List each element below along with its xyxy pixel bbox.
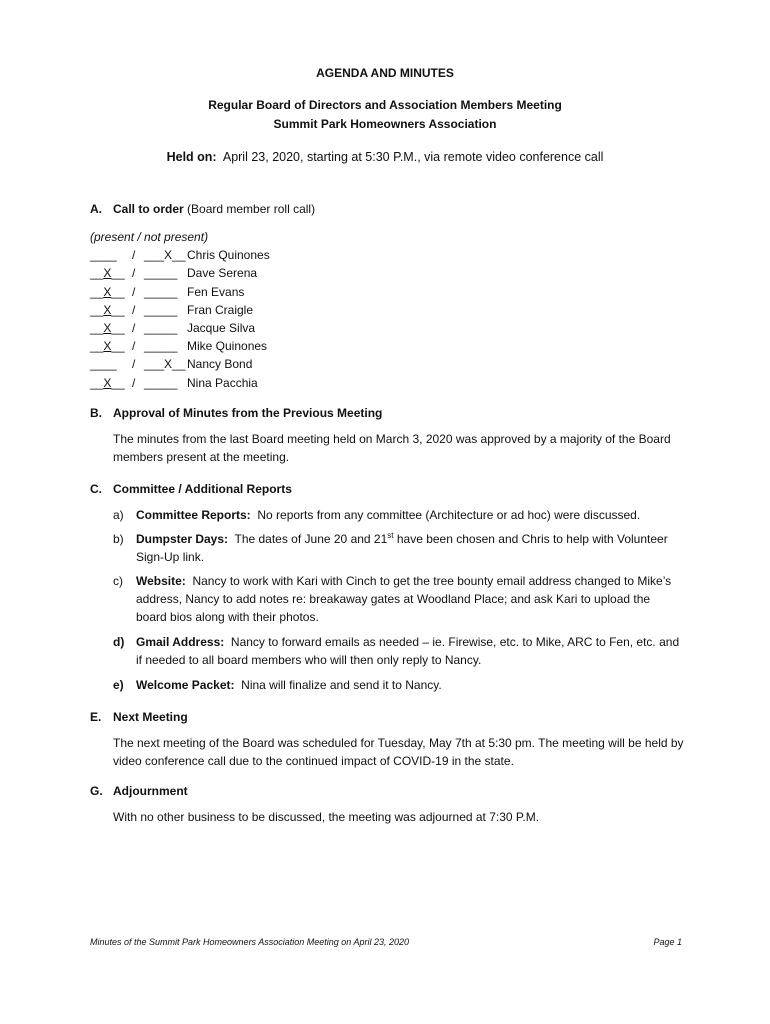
present-mark: __X__ — [90, 375, 125, 390]
item-label: Welcome Packet: — [136, 678, 235, 692]
roll-call-row — [90, 264, 270, 282]
present-mark: __X__ — [90, 320, 125, 335]
present-mark: ____ — [90, 357, 117, 372]
member-name: Jacque Silva — [187, 320, 256, 335]
not-present-mark: _____ — [144, 302, 178, 317]
association-name: Summit Park Homeowners Association — [273, 117, 497, 131]
section-c-letter: C. — [90, 482, 102, 496]
page-number: Page 1 — [653, 937, 682, 947]
item-number: e) — [113, 678, 124, 692]
roll-separator: / — [132, 375, 136, 390]
section-b-letter: B. — [90, 406, 102, 420]
report-item-welcome — [113, 676, 683, 694]
roll-separator: / — [132, 302, 136, 317]
document-title: AGENDA AND MINUTES — [316, 66, 454, 80]
section-b-title: Approval of Minutes from the Previous Meeting — [113, 406, 383, 420]
not-present-mark: ___X__ — [144, 357, 186, 372]
present-mark: ____ — [90, 248, 117, 263]
item-number: c) — [113, 574, 123, 588]
report-item-committee — [113, 506, 683, 524]
held-on-line — [0, 150, 770, 164]
section-b-heading — [90, 406, 382, 420]
report-item-website — [113, 572, 683, 626]
section-g-body: With no other business to be discussed, the meeting was adjourned at 7:30 P.M. — [113, 810, 540, 824]
section-a-note: (Board member roll call) — [187, 202, 316, 216]
item-sup: st — [387, 531, 394, 540]
section-c-title: Committee / Additional Reports — [113, 482, 292, 496]
roll-separator: / — [132, 320, 136, 335]
item-number: b) — [113, 532, 124, 546]
section-g-heading — [90, 784, 188, 798]
roll-call-header: (present / not present) — [90, 230, 209, 244]
roll-call-row — [90, 246, 270, 264]
present-x: X — [103, 266, 112, 281]
item-text: Nancy to work with Kari with Cinch to get the tree bounty email address changed to Mike’s address, Nancy to add notes re: breakaway gates at Woodland Place; and ask Kari to upload the board bios along with their photos. — [136, 574, 672, 624]
roll-separator: / — [132, 339, 136, 354]
report-item-gmail — [113, 633, 683, 669]
section-a-heading — [90, 202, 315, 216]
member-name: Nina Pacchia — [187, 375, 258, 390]
not-present-x: X — [164, 357, 173, 372]
section-e-body: The next meeting of the Board was scheduled for Tuesday, May 7th at 5:30 pm. The meeting will be held by video conference call due to the continued impact of COVID-19 in the state. — [113, 736, 684, 768]
item-number: d) — [113, 635, 125, 649]
present-x: X — [103, 339, 112, 354]
item-text: No reports from any committee (Architecture or ad hoc) were discussed. — [257, 508, 641, 522]
not-present-mark: _____ — [144, 266, 178, 281]
roll-call-row — [90, 283, 270, 301]
item-label: Gmail Address: — [136, 635, 225, 649]
meeting-title: Regular Board of Directors and Association Members Meeting — [208, 98, 562, 112]
section-g-letter: G. — [90, 784, 103, 798]
roll-call-row — [90, 319, 270, 337]
item-text: Nina will finalize and send it to Nancy. — [241, 678, 442, 692]
roll-separator: / — [132, 248, 136, 263]
section-e-heading — [90, 710, 188, 724]
roll-call-row — [90, 301, 270, 319]
present-x: X — [103, 320, 112, 335]
member-name: Nancy Bond — [187, 357, 253, 372]
roll-separator: / — [132, 357, 136, 372]
not-present-mark: _____ — [144, 339, 178, 354]
section-e-title: Next Meeting — [113, 710, 188, 724]
not-present-mark: ___X__ — [144, 248, 186, 263]
present-mark: __X__ — [90, 302, 125, 317]
section-b-body: The minutes from the last Board meeting held on March 3, 2020 was approved by a majority of the Board members present at the meeting. — [113, 432, 671, 464]
item-label: Committee Reports: — [136, 508, 251, 522]
not-present-x: X — [164, 248, 173, 263]
item-text-cont: have been chosen and Chris to help with Volunteer Sign-Up link. — [136, 532, 668, 564]
member-name: Fen Evans — [187, 284, 245, 299]
present-mark: __X__ — [90, 266, 125, 281]
present-x: X — [103, 302, 112, 317]
section-g-title: Adjournment — [113, 784, 188, 798]
section-e-letter: E. — [90, 710, 102, 724]
roll-call-row — [90, 337, 270, 355]
present-x: X — [103, 284, 112, 299]
member-name: Chris Quinones — [187, 248, 270, 263]
member-name: Fran Craigle — [187, 302, 254, 317]
roll-call-list — [90, 228, 270, 392]
roll-separator: / — [132, 266, 136, 281]
item-label: Website: — [136, 574, 186, 588]
roll-call-row — [90, 374, 270, 392]
page-footer — [90, 937, 682, 947]
roll-separator: / — [132, 284, 136, 299]
section-c-heading — [90, 482, 292, 496]
item-number: a) — [113, 508, 124, 522]
present-mark: __X__ — [90, 284, 125, 299]
roll-call-row — [90, 355, 270, 373]
not-present-mark: _____ — [144, 284, 178, 299]
footer-caption: Minutes of the Summit Park Homeowners Association Meeting on April 23, 2020 — [90, 937, 409, 947]
member-name: Mike Quinones — [187, 339, 268, 354]
held-on-text: April 23, 2020, starting at 5:30 P.M., via remote video conference call — [222, 150, 604, 164]
present-mark: __X__ — [90, 339, 125, 354]
section-a-letter: A. — [90, 202, 102, 216]
not-present-mark: _____ — [144, 320, 178, 335]
report-item-dumpster — [113, 530, 683, 566]
item-text: The dates of June 20 and 21 — [234, 532, 388, 546]
held-on-label: Held on: — [166, 150, 217, 164]
not-present-mark: _____ — [144, 375, 178, 390]
item-label: Dumpster Days: — [136, 532, 229, 546]
present-x: X — [103, 375, 112, 390]
section-a-title: Call to order — [113, 202, 184, 216]
item-text: Nancy to forward emails as needed – ie. Firewise, etc. to Mike, ARC to Fen, etc. and if needed to all board members who will then only reply to Nancy. — [136, 635, 680, 667]
member-name: Dave Serena — [187, 266, 258, 281]
